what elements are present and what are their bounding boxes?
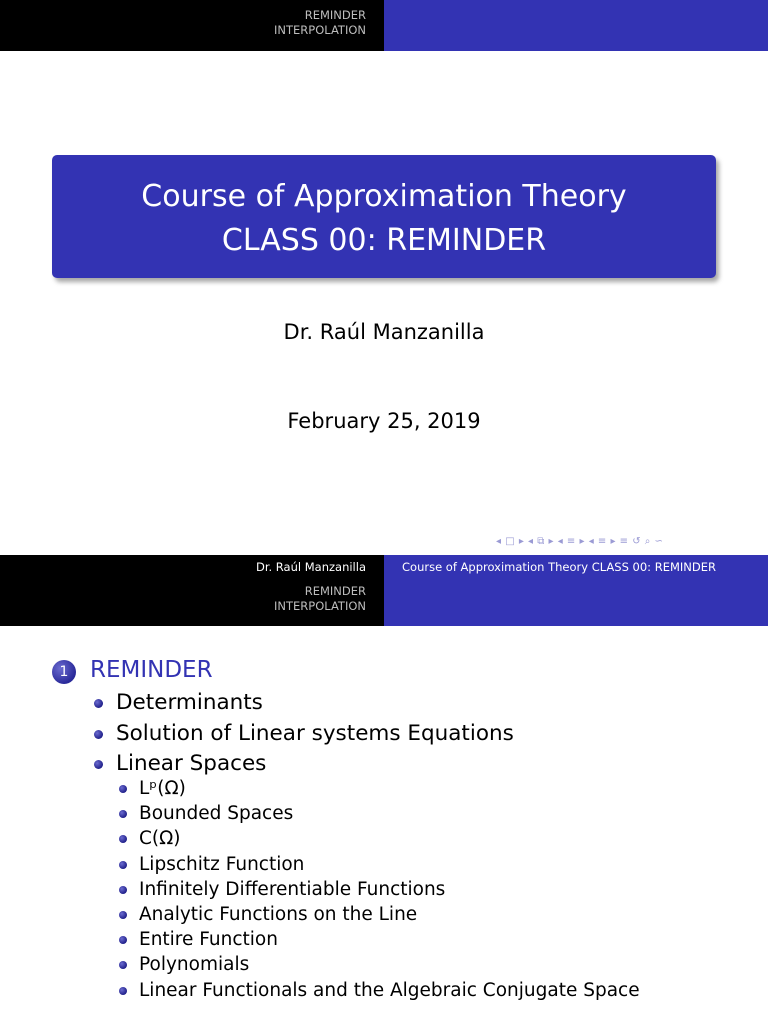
list-item: Solution of Linear systems Equations — [92, 719, 514, 750]
section-number-badge: 1 — [52, 660, 76, 684]
outline-items — [92, 688, 514, 780]
list-item: Polynomials — [117, 952, 640, 977]
footer-author: Dr. Raúl Manzanilla — [255, 560, 366, 574]
list-item: Analytic Functions on the Line — [117, 902, 640, 927]
list-item: Linear Functionals and the Algebraic Conjugate Space — [117, 978, 640, 1003]
footer-title: Course of Approximation Theory CLASS 00: REMINDER — [402, 560, 716, 574]
footer-bar — [0, 555, 768, 626]
author-name: Dr. Raúl Manzanilla — [283, 320, 485, 344]
nav-section-interpolation[interactable]: INTERPOLATION — [274, 23, 366, 37]
list-item: Determinants — [92, 688, 514, 719]
beamer-navigation-icons[interactable]: ◂ □ ▸ ◂ ⧉ ▸ ◂ ≡ ▸ ◂ ≡ ▸ ≡ ↺ ⌕ ∽ — [496, 536, 664, 547]
presentation-subtitle: CLASS 00: REMINDER — [221, 223, 547, 258]
list-item: Infinitely Differentiable Functions — [117, 877, 640, 902]
nav-section-interpolation-2[interactable]: INTERPOLATION — [274, 599, 366, 613]
list-item: Bounded Spaces — [117, 801, 640, 826]
section-navigation — [274, 8, 366, 38]
footer-right-panel — [384, 555, 768, 626]
top-header-bar — [0, 0, 768, 51]
section-title[interactable]: REMINDER — [90, 657, 213, 683]
list-item: Entire Function — [117, 927, 640, 952]
nav-section-reminder[interactable]: REMINDER — [304, 8, 366, 22]
header-right-panel — [384, 0, 768, 51]
nav-section-reminder-2[interactable]: REMINDER — [304, 584, 366, 598]
header-left-panel — [0, 0, 384, 51]
list-item: C(Ω) — [117, 826, 640, 851]
presentation-date: February 25, 2019 — [287, 409, 481, 433]
section-navigation-2 — [274, 584, 366, 614]
title-block — [52, 155, 716, 278]
presentation-title: Course of Approximation Theory — [141, 179, 627, 214]
list-item: Linear Spaces — [92, 749, 514, 780]
footer-left-panel — [0, 555, 384, 626]
list-item: Lᵖ(Ω) — [117, 776, 640, 801]
outline-subitems — [117, 776, 640, 1003]
list-item: Lipschitz Function — [117, 852, 640, 877]
